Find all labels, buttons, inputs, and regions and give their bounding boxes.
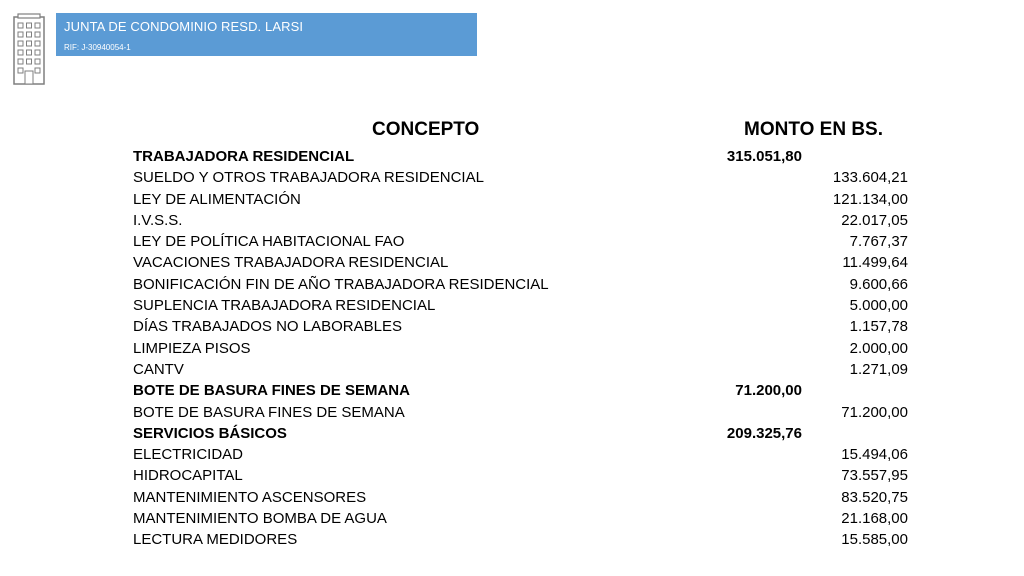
amount-value: 71.200,00 <box>841 403 908 421</box>
category-row <box>0 146 1024 167</box>
table-row <box>0 487 1024 508</box>
concept-label: MANTENIMIENTO ASCENSORES <box>133 488 367 506</box>
organization-title: JUNTA DE CONDOMINIO RESD. LARSI <box>64 19 304 34</box>
concept-label: I.V.S.S. <box>133 211 183 229</box>
concept-label: BOTE DE BASURA FINES DE SEMANA <box>133 403 405 421</box>
table-row <box>0 167 1024 188</box>
table-row <box>0 274 1024 295</box>
amount-value: 73.557,95 <box>841 467 908 485</box>
table-row <box>0 338 1024 359</box>
table-row <box>0 231 1024 252</box>
table-row <box>0 210 1024 231</box>
category-total: 315.051,80 <box>726 148 802 165</box>
concept-label: ELECTRICIDAD <box>133 446 244 464</box>
header-bar <box>52 13 477 56</box>
amount-value: 1.157,78 <box>849 318 908 336</box>
amount-value: 11.499,64 <box>842 254 908 272</box>
table-row <box>0 252 1024 273</box>
amount-value: 15.585,00 <box>841 531 908 549</box>
concept-label: VACACIONES TRABAJADORA RESIDENCIAL <box>133 254 449 272</box>
amount-value: 7.767,37 <box>849 233 908 251</box>
table-row <box>0 508 1024 529</box>
concept-label: BOTE DE BASURA FINES DE SEMANA <box>133 382 410 400</box>
amount-value: 83.520,75 <box>841 488 908 506</box>
amount-value: 9.600,66 <box>849 275 908 293</box>
table-row <box>0 295 1024 316</box>
concept-label: BONIFICACIÓN FIN DE AÑO TRABAJADORA RESIDENCIAL <box>133 275 549 293</box>
category-row <box>0 423 1024 444</box>
concept-label: DÍAS TRABAJADOS NO LABORABLES <box>133 318 402 336</box>
table-row <box>0 189 1024 210</box>
category-total: 71.200,00 <box>735 382 802 400</box>
category-row <box>0 380 1024 401</box>
category-total: 209.325,76 <box>726 424 802 442</box>
amount-value: 15.494,06 <box>841 446 908 464</box>
concept-label: CANTV <box>133 360 184 378</box>
amount-value: 5.000,00 <box>849 297 908 315</box>
expense-table <box>0 146 1024 551</box>
amount-value: 133.604,21 <box>832 169 908 187</box>
table-row <box>0 444 1024 465</box>
concept-label: SUPLENCIA TRABAJADORA RESIDENCIAL <box>133 297 436 315</box>
concept-label: LEY DE POLÍTICA HABITACIONAL FAO <box>133 233 405 251</box>
rif-number: RIF: J-30940054-1 <box>64 43 131 52</box>
column-header-monto: MONTO EN BS. <box>744 119 883 140</box>
column-header-concepto: CONCEPTO <box>372 119 480 140</box>
amount-value: 21.168,00 <box>841 510 908 528</box>
concept-label: LECTURA MEDIDORES <box>133 531 298 549</box>
table-row <box>0 316 1024 337</box>
concept-label: SERVICIOS BÁSICOS <box>133 424 287 442</box>
amount-value: 1.271,09 <box>849 360 908 378</box>
table-row <box>0 529 1024 550</box>
concept-label: LIMPIEZA PISOS <box>133 339 251 357</box>
table-row <box>0 359 1024 380</box>
table-row <box>0 402 1024 423</box>
amount-value: 22.017,05 <box>841 211 908 229</box>
amount-value: 2.000,00 <box>849 339 908 357</box>
amount-value: 121.134,00 <box>832 190 908 208</box>
concept-label: TRABAJADORA RESIDENCIAL <box>133 148 355 165</box>
building-icon <box>13 13 45 85</box>
concept-label: HIDROCAPITAL <box>133 467 243 485</box>
concept-label: MANTENIMIENTO BOMBA DE AGUA <box>133 510 387 528</box>
table-row <box>0 465 1024 486</box>
concept-label: SUELDO Y OTROS TRABAJADORA RESIDENCIAL <box>133 169 484 187</box>
concept-label: LEY DE ALIMENTACIÓN <box>133 190 301 208</box>
